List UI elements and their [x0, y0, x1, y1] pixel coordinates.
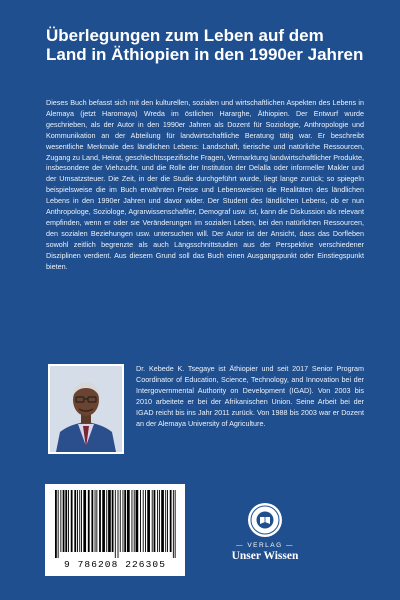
isbn-number: 9 786208 226305: [63, 559, 166, 570]
barcode-bar: [143, 490, 144, 552]
book-blurb: Dieses Buch befasst sich mit den kulturellen, sozialen und wirtschaftlichen Aspekten des Lebens in Alemaya (jetzt Haromaya) Wreda im östlichen Hararghe, Äthiopien. Der Entwurf wurde geschrieben, als der Autor in den 1990er Jahren als Dozent für Soziologie, Anthropologie und Kommunikation an der Abteilung für landwirtschaftliche Beratung tätig war. Er beschreibt wesentliche Merkmale des ländlichen Lebens: Landschaft, tierische und natürliche Ressourcen, Zugang zu Land, Heirat, geschlechtsspezifische Fragen, Vermarktung landwirtschaftlicher Produkte, insbesondere der Viehzucht, und die Rolle der Institution der Delalla oder informeller Makler und der Umsatzsteuer. Die Zeit, in der die Studie durchgeführt wurde, liegt lange zurück; so spiegeln beispielsweise die im Buch erwähnten Preise und Lebensweisen die Realitäten des ländlichen Lebens in den 1990er Jahren und davor wider. Der Student des ländlichen Lebens, ob er nun Anthropologe, Soziologe, Agrarwissenschaftler, Demograf usw. ist, kann die Diskussion als relevant empfinden, wenn er oder sie Veränderungen im sozialen Leben, bei den natürlichen Ressourcen, den sozialen Beziehungen usw. untersuchen will. Der Autor ist der Ansicht, dass das Dorfleben sowohl zeitlich begrenzte als auch Längsschnittstudien aus der Perspektive verschiedener Disziplinen verdient. Aus diesem Grund soll das Buch einen Ausgangspunkt oder Einstiegspunkt bieten.: [46, 98, 365, 271]
barcode-bar: [71, 490, 73, 552]
barcode-bar: [152, 490, 153, 552]
barcode-bar: [161, 490, 164, 552]
barcode-bar: [136, 490, 139, 552]
barcode-bar: [60, 490, 61, 552]
barcode-bar: [112, 490, 114, 552]
barcode-bar: [106, 490, 107, 552]
barcode-bar: [68, 490, 69, 552]
publisher-logo-icon: [247, 502, 283, 538]
barcode-bar: [127, 490, 130, 552]
barcode-bar: [115, 490, 116, 558]
author-photo: [48, 364, 124, 454]
barcode-bar: [65, 490, 67, 552]
barcode-bar: [165, 490, 166, 552]
barcode-bar: [118, 490, 119, 558]
barcode-bar: [123, 490, 124, 552]
barcode-bar: [102, 490, 105, 552]
barcode-bar: [74, 490, 76, 552]
barcode-bar: [173, 490, 174, 558]
barcode-bars: [51, 490, 179, 558]
barcode-bar: [124, 490, 126, 552]
barcode-bar: [120, 490, 121, 552]
barcode-bar: [77, 490, 78, 552]
publisher-block: [228, 502, 302, 562]
barcode-bar: [134, 490, 135, 552]
barcode-bar: [83, 490, 86, 552]
barcode-bar: [96, 490, 97, 552]
barcode-bar: [95, 490, 96, 552]
barcode-bar: [147, 490, 150, 552]
book-title: Überlegungen zum Leben auf dem Land in Äthiopien in den 1990er Jahren: [46, 26, 364, 64]
barcode-bar: [175, 490, 176, 558]
barcode-bar: [167, 490, 168, 552]
barcode-bar: [58, 490, 59, 558]
barcode-bar: [157, 490, 158, 552]
barcode-bar: [63, 490, 65, 552]
publisher-name: Unser Wissen: [231, 550, 299, 562]
barcode-bar: [91, 490, 93, 552]
barcode-bar: [170, 490, 172, 552]
barcode-bar: [154, 490, 156, 552]
barcode-bar: [140, 490, 141, 552]
barcode-bar: [99, 490, 101, 552]
barcode-bar: [145, 490, 146, 552]
barcode-bar: [159, 490, 160, 552]
barcode-bar: [81, 490, 82, 552]
author-portrait-image: [50, 366, 122, 452]
barcode-bar: [88, 490, 90, 552]
barcode-bar: [79, 490, 80, 552]
barcode-bar: [108, 490, 111, 552]
barcode-bar: [132, 490, 133, 552]
publisher-label: — VERLAG —: [236, 542, 294, 549]
author-bio: Dr. Kebede K. Tsegaye ist Äthiopier und seit 2017 Senior Program Coordinator of Education, Science, Technology, and Innovation bei der Intergovernmental Authority on Development (IGAD). Von 2003 bis 2010 arbeitete er bei der Afrikanischen Union. Seine Arbeit bei der IGAD reicht bis ins Jahr 2011 zurück. Von 1988 bis 2003 war er Dozent an der Alemaya University of Agriculture.: [136, 364, 364, 428]
isbn-barcode: [45, 484, 185, 576]
barcode-bar: [55, 490, 57, 558]
